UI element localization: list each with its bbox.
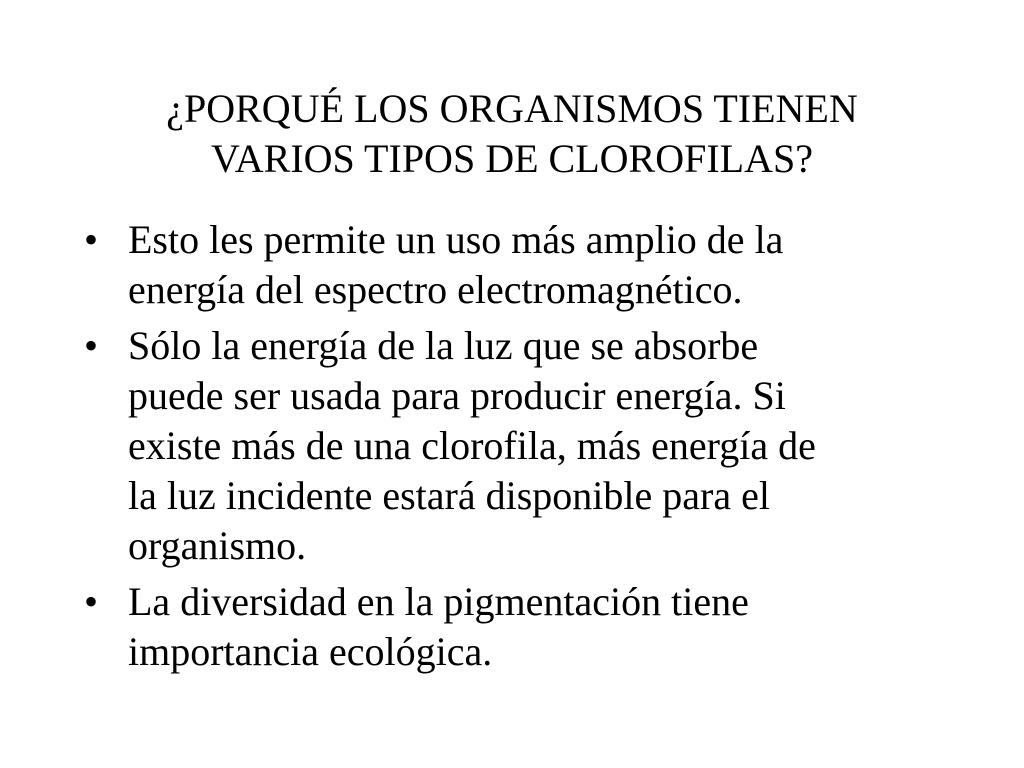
bullet-3-line-2: importancia ecológica.	[128, 629, 493, 674]
bullet-2-line-1: Sólo la energía de la luz que se absorbe	[128, 323, 759, 368]
bullet-item-3	[84, 577, 944, 677]
bullet-icon: •	[84, 217, 99, 262]
bullet-list	[84, 215, 944, 683]
bullet-1-line-2: energía del espectro electromagnético.	[128, 267, 743, 312]
bullet-3-line-1: La diversidad en la pigmentación tiene	[128, 579, 749, 624]
bullet-item-2	[84, 321, 944, 571]
bullet-2-line-3: existe más de una clorofila, más energía de	[128, 423, 816, 468]
bullet-item-1	[84, 215, 944, 315]
bullet-2-line-5: organismo.	[128, 523, 307, 568]
bullet-2-line-2: puede ser usada para producir energía. Si	[128, 373, 786, 418]
bullet-2-line-4: la luz incidente estará disponible para el	[128, 473, 770, 518]
title-line-2: VARIOS TIPOS DE CLOROFILAS?	[211, 136, 813, 181]
slide-title	[80, 84, 944, 184]
bullet-icon: •	[84, 579, 99, 624]
title-line-1: ¿PORQUÉ LOS ORGANISMOS TIENEN	[166, 86, 858, 131]
bullet-icon: •	[84, 323, 99, 368]
bullet-1-line-1: Esto les permite un uso más amplio de la	[128, 217, 784, 262]
